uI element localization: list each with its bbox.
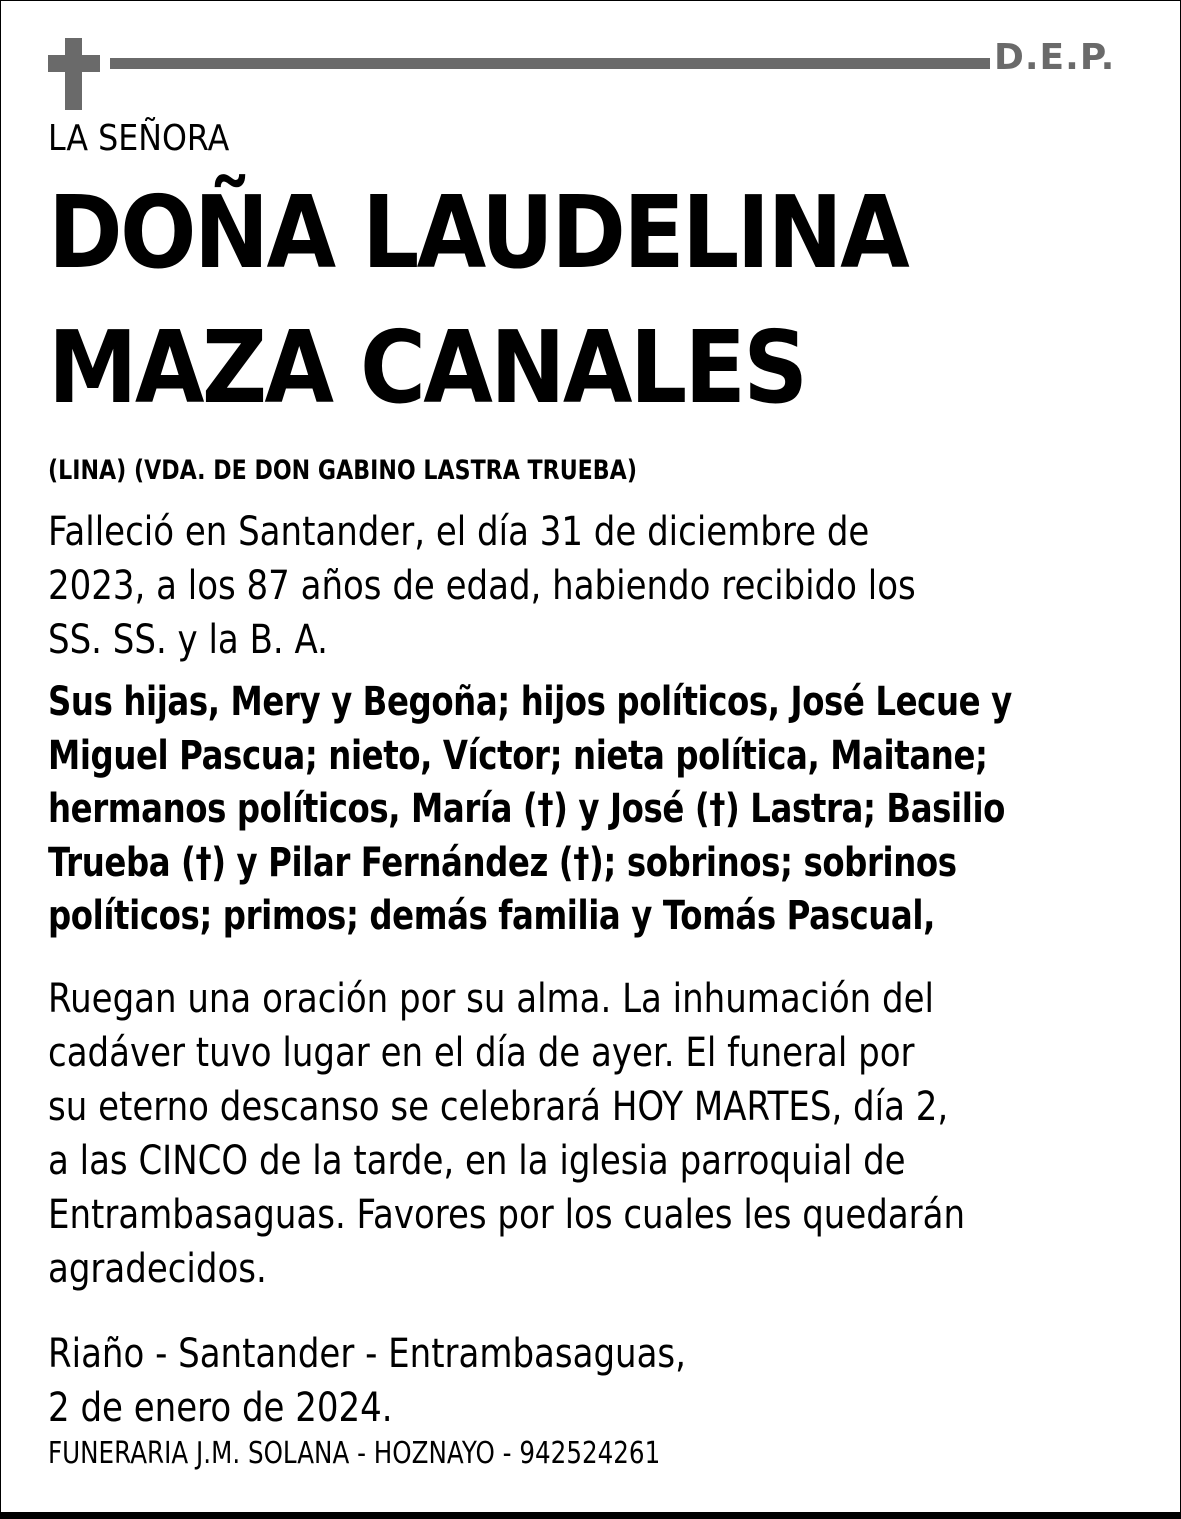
- family-line: Miguel Pascua; nieto, Víctor; nieta política, Maitane;: [48, 732, 988, 779]
- dep-label: D.E.P.: [994, 37, 1116, 78]
- service-paragraph: [48, 972, 965, 1296]
- family-line: políticos; primos; demás familia y Tomás Pascual,: [48, 893, 935, 939]
- service-line: Entrambasaguas. Favores por los cuales les quedarán: [48, 1192, 966, 1238]
- deceased-name-line2: MAZA CANALES: [48, 309, 806, 426]
- death-notice-line: SS. SS. y la B. A.: [48, 617, 328, 663]
- family-line: Trueba (†) y Pilar Fernández (†); sobrinos; sobrinos: [48, 839, 957, 886]
- funeral-home-line: FUNERARIA J.M. SOLANA - HOZNAYO - 942524261: [48, 1436, 661, 1471]
- service-line: su eterno descanso se celebrará HOY MARTES, día 2,: [48, 1084, 949, 1130]
- death-notice-line: Falleció en Santander, el día 31 de diciembre de: [48, 509, 870, 555]
- family-line: Sus hijas, Mery y Begoña; hijos políticos, José Lecue y: [48, 679, 1012, 725]
- deceased-subtitle: (LINA) (VDA. DE DON GABINO LASTRA TRUEBA): [48, 455, 637, 486]
- family-paragraph: [48, 676, 1012, 944]
- place-line: Riaño - Santander - Entrambasaguas,: [48, 1331, 686, 1377]
- bottom-border: [1, 1512, 1180, 1518]
- date-line: 2 de enero de 2024.: [48, 1385, 393, 1431]
- place-date: [48, 1327, 686, 1435]
- service-line: a las CINCO de la tarde, en la iglesia parroquial de: [48, 1138, 906, 1184]
- funeral-home: [48, 1436, 660, 1472]
- service-line: Ruegan una oración por su alma. La inhumación del: [48, 976, 934, 1022]
- death-notice-paragraph: [48, 505, 916, 667]
- service-line: agradecidos.: [48, 1246, 267, 1292]
- service-line: cadáver tuvo lugar en el día de ayer. El funeral por: [48, 1030, 915, 1076]
- cross-icon: [48, 38, 100, 110]
- family-line: hermanos políticos, María (†) y José (†) Lastra; Basilio: [48, 786, 1006, 832]
- header-rule: [110, 58, 990, 69]
- deceased-name-line1: DOÑA LAUDELINA: [48, 174, 908, 291]
- title-prefix: LA SEÑORA: [48, 118, 230, 159]
- death-notice-line: 2023, a los 87 años de edad, habiendo recibido los: [48, 563, 916, 609]
